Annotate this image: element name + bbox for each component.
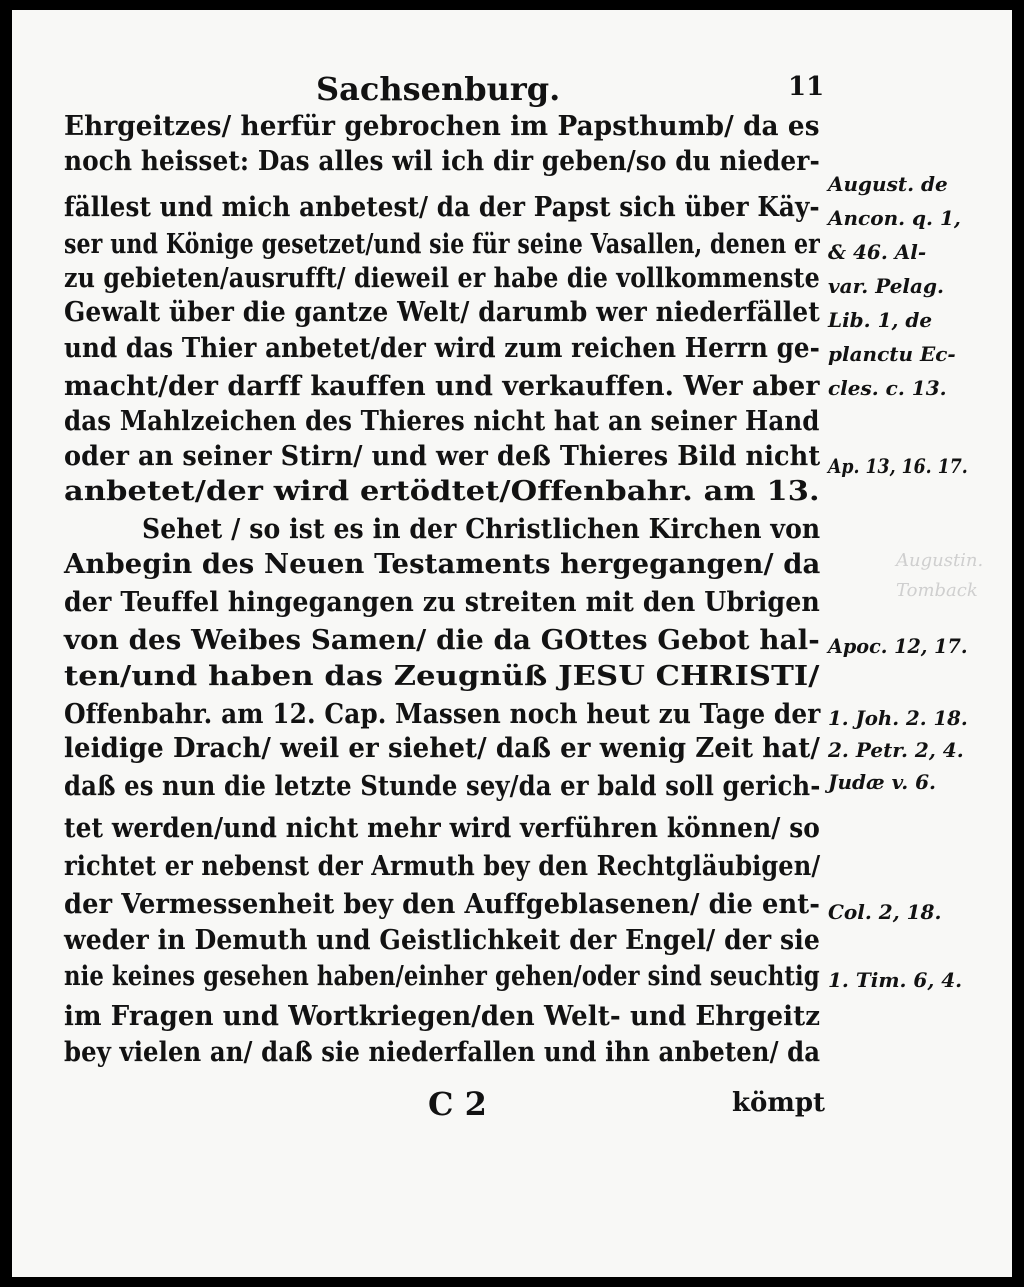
marginal-note: Lib. 1, de: [828, 308, 933, 332]
text-line: im Fragen und Wortkriegen/den Welt- und Ehrgeitz: [64, 1000, 821, 1032]
marginal-note: 1. Joh. 2. 18.: [828, 706, 968, 730]
text-line: nie keines gesehen haben/einher gehen/oder sind seuchtig: [64, 960, 820, 992]
marginal-note: August. de: [828, 172, 948, 196]
text-line: oder an seiner Stirn/ und wer deß Thieres Bild nicht: [64, 440, 821, 472]
marginal-note: planctu Ec-: [828, 342, 956, 366]
marginal-note: Col. 2, 18.: [828, 900, 942, 924]
text-line: Offenbahr. am 12. Cap. Massen noch heut zu Tage der: [64, 698, 821, 730]
text-line: anbetet/der wird ertödtet/Offenbahr. am 13.: [64, 475, 820, 507]
marginal-note: Ap. 13, 16. 17.: [828, 454, 968, 478]
marginal-note: Ancon. q. 1,: [828, 206, 961, 230]
book-page: [12, 10, 1012, 1277]
text-line: tet werden/und nicht mehr wird verführen können/ so: [64, 812, 820, 844]
text-line: Gewalt über die gantze Welt/ darumb wer niederfället: [64, 296, 820, 328]
text-line: der Vermessenheit bey den Auffgeblasenen/ die ent-: [64, 888, 821, 920]
bleed-through-text: Tomback: [896, 580, 978, 601]
text-line: fällest und mich anbetest/ da der Papst sich über Käy-: [64, 191, 820, 223]
marginal-note: cles. c. 13.: [828, 376, 947, 400]
catchword: kömpt: [732, 1088, 826, 1118]
text-line: noch heisset: Das alles wil ich dir geben/so du nieder-: [64, 145, 820, 177]
text-line: der Teuffel hingegangen zu streiten mit den Ubrigen: [64, 586, 820, 618]
text-line: richtet er nebenst der Armuth bey den Rechtgläubigen/: [64, 850, 821, 882]
text-line: leidige Drach/ weil er siehet/ daß er wenig Zeit hat/: [64, 732, 820, 764]
text-line: ser und Könige gesetzet/und sie für seine Vasallen, denen er: [64, 228, 820, 260]
text-line: zu gebieten/ausrufft/ dieweil er habe die vollkommenste: [64, 262, 820, 294]
text-line: Sehet / so ist es in der Christlichen Kirchen von: [142, 513, 821, 545]
bleed-through-text: Augustin.: [896, 550, 984, 571]
text-line: ten/und haben das Zeugnüß JESU CHRISTI/: [64, 660, 820, 692]
marginal-note: Apoc. 12, 17.: [828, 634, 968, 658]
text-line: und das Thier anbetet/der wird zum reichen Herrn ge-: [64, 332, 820, 364]
page-number: 11: [788, 72, 825, 102]
text-line: Ehrgeitzes/ herfür gebrochen im Papsthumb/ da es: [64, 110, 820, 142]
text-line: bey vielen an/ daß sie niederfallen und ihn anbeten/ da: [64, 1036, 821, 1068]
text-line: daß es nun die letzte Stunde sey/da er bald soll gerich-: [64, 770, 821, 802]
marginal-note: 1. Tim. 6, 4.: [828, 968, 963, 992]
signature-mark: C 2: [428, 1085, 487, 1123]
marginal-note: 2. Petr. 2, 4.: [828, 738, 964, 762]
marginal-note: & 46. Al-: [828, 240, 927, 264]
marginal-note: var. Pelag.: [828, 274, 944, 298]
running-header: Sachsenburg.: [316, 70, 561, 108]
text-line: Anbegin des Neuen Testaments hergegangen/ da: [64, 548, 821, 580]
text-line: weder in Demuth und Geistlichkeit der Engel/ der sie: [64, 924, 820, 956]
marginal-note: Judæ v. 6.: [828, 770, 936, 794]
text-line: macht/der darff kauffen und verkauffen. Wer aber: [64, 370, 820, 402]
text-line: das Mahlzeichen des Thieres nicht hat an seiner Hand: [64, 405, 820, 437]
text-line: von des Weibes Samen/ die da GOttes Gebot hal-: [64, 624, 820, 656]
